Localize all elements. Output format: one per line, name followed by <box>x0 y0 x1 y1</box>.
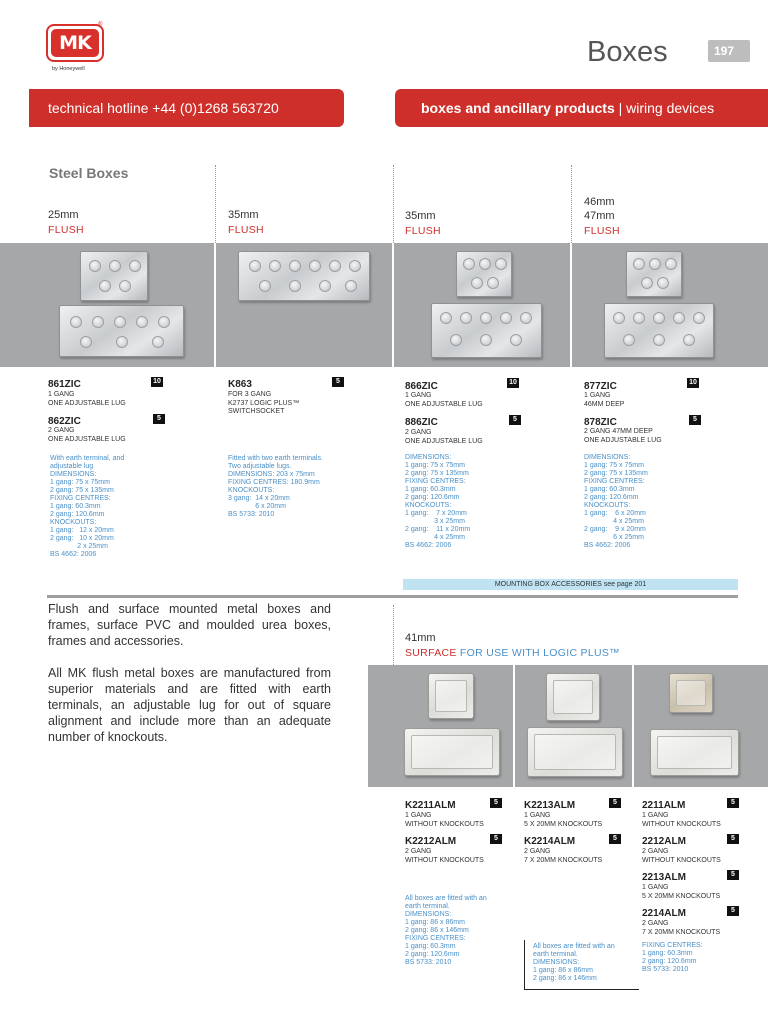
pack-quantity-badge: 5 <box>727 870 739 880</box>
mould-box-2-gang-image <box>650 729 739 776</box>
steel-box-2-gang-image <box>604 303 714 358</box>
technical-specifications: All boxes are fitted with an earth terminal. DIMENSIONS: 1 gang: 86 x 86mm 2 gang: 86 x 146mm FIXING CENTRES: 1 gang: 60.3mm 2 gang: 120.6mm BS 5733: 2010 <box>405 895 487 966</box>
product-code: 866ZIC <box>405 381 438 392</box>
column-size: 35mm <box>228 209 259 221</box>
product-code: K2211ALM <box>405 800 456 811</box>
band-divider <box>513 665 515 787</box>
pack-quantity-badge: 10 <box>687 378 699 388</box>
surface-type <box>405 647 620 659</box>
technical-specifications: All boxes are fitted with an earth terminal. DIMENSIONS: 1 gang: 86 x 86mm 2 gang: 86 x 146mm <box>533 943 615 982</box>
surface-box-2-gang-knockouts-image <box>527 727 623 777</box>
column-size: 35mm <box>405 210 436 222</box>
section-bold: boxes and ancillary products <box>421 100 615 116</box>
product-code: 886ZIC <box>405 417 438 428</box>
surface-box-2-gang-image <box>404 728 500 776</box>
product-code: 2212ALM <box>642 836 686 847</box>
pack-quantity-badge: 5 <box>609 834 621 844</box>
pack-quantity-badge: 5 <box>509 415 521 425</box>
surface-box-1-gang-knockouts-image <box>546 673 600 721</box>
steel-box-2-gang-image <box>59 305 184 357</box>
product-description: 2 GANG 47MM DEEP ONE ADJUSTABLE LUG <box>584 428 662 444</box>
section-divider <box>47 595 738 598</box>
product-description: FOR 3 GANG K2737 LOGIC PLUS™ SWITCHSOCKET <box>228 391 300 415</box>
section-separator: | <box>614 100 627 116</box>
column-size-secondary: 47mm <box>584 210 615 222</box>
pack-quantity-badge: 5 <box>727 906 739 916</box>
column-type: FLUSH <box>228 224 264 236</box>
steel-box-3-gang-image <box>238 251 370 301</box>
product-code: 862ZIC <box>48 416 81 427</box>
section-banner <box>395 89 768 127</box>
product-description: 2 GANG WITHOUT KNOCKOUTS <box>642 848 721 864</box>
product-code: K2212ALM <box>405 836 457 847</box>
column-type: FLUSH <box>48 224 84 236</box>
product-description: 1 GANG WITHOUT KNOCKOUTS <box>642 812 721 828</box>
band-divider <box>570 243 572 367</box>
steel-box-1-gang-image <box>456 251 512 297</box>
surface-type-red: SURFACE <box>405 647 457 659</box>
column-size: 46mm <box>584 196 615 208</box>
logo-text: MK <box>51 29 99 57</box>
mould-box-1-gang-image <box>669 673 713 713</box>
product-code: 861ZIC <box>48 379 81 390</box>
band-divider <box>392 243 394 367</box>
pack-quantity-badge: 5 <box>609 798 621 808</box>
product-description: 1 GANG 5 X 20MM KNOCKOUTS <box>642 884 721 900</box>
pack-quantity-badge: 10 <box>507 378 519 388</box>
pack-quantity-badge: 10 <box>151 377 163 387</box>
section-rest: wiring devices <box>626 100 715 116</box>
pack-quantity-badge: 5 <box>332 377 344 387</box>
logo-subtitle: by Honeywell <box>52 66 85 72</box>
column-divider <box>393 165 394 243</box>
product-description: 1 GANG 46MM DEEP <box>584 392 625 408</box>
pack-quantity-badge: 5 <box>153 414 165 424</box>
product-description: 2 GANG 7 X 20MM KNOCKOUTS <box>642 920 721 936</box>
product-code: 877ZIC <box>584 381 617 392</box>
product-description: 2 GANG ONE ADJUSTABLE LUG <box>405 429 483 445</box>
page-number: 197 <box>708 40 750 62</box>
steel-box-1-gang-image <box>80 251 148 301</box>
column-divider <box>393 605 394 665</box>
product-description: 2 GANG 7 X 20MM KNOCKOUTS <box>524 848 603 864</box>
product-description: 1 GANG WITHOUT KNOCKOUTS <box>405 812 484 828</box>
technical-specifications: DIMENSIONS: 1 gang: 75 x 75mm 2 gang: 75 x 135mm FIXING CENTRES: 1 gang: 60.3mm 2 gang: 120.6mm KNOCKOUTS: 1 gang: 6 x 20mm 4 x 25mm 2 gang: 9 x 20mm 6 x 25mm BS 4662: 2006 <box>584 454 648 549</box>
column-size: 25mm <box>48 209 79 221</box>
page-title: Boxes <box>587 36 668 68</box>
column-divider <box>571 165 572 243</box>
product-code: 2214ALM <box>642 908 686 919</box>
technical-specifications: With earth terminal, and adjustable lug DIMENSIONS: 1 gang: 75 x 75mm 2 gang: 75 x 135mm FIXING CENTRES: 1 gang: 60.3mm 2 gang: 120.6mm KNOCKOUTS: 1 gang: 12 x 20mm 2 gang: 10 x 20mm 2 x 25mm BS 4662: 2006 <box>50 455 125 558</box>
accessories-reference[interactable]: MOUNTING BOX ACCESSORIES see page 201 <box>403 579 738 590</box>
surface-box-1-gang-image <box>428 673 474 719</box>
band-divider <box>214 243 216 367</box>
product-description: 1 GANG ONE ADJUSTABLE LUG <box>405 392 483 408</box>
product-description: 2 GANG WITHOUT KNOCKOUTS <box>405 848 484 864</box>
technical-specifications: Fitted with two earth terminals. Two adjustable lugs. DIMENSIONS: 203 x 75mm FIXING CENTRES: 180.9mm KNOCKOUTS: 3 gang: 14 x 20mm 6 x 20mm BS 5733: 2010 <box>228 455 323 518</box>
steel-box-2-gang-image <box>431 303 542 358</box>
surface-type-blue: FOR USE WITH LOGIC PLUS™ <box>459 647 620 659</box>
column-type: FLUSH <box>584 225 620 237</box>
column-divider <box>215 165 216 243</box>
pack-quantity-badge: 5 <box>727 834 739 844</box>
surface-size: 41mm <box>405 632 436 644</box>
pack-quantity-badge: 5 <box>490 798 502 808</box>
technical-specifications: DIMENSIONS: 1 gang: 75 x 75mm 2 gang: 75 x 135mm FIXING CENTRES: 1 gang: 60.3mm 2 gang: 120.6mm KNOCKOUTS: 1 gang: 7 x 20mm 3 x 25mm 2 gang: 11 x 20mm 4 x 25mm BS 4662: 2006 <box>405 454 471 549</box>
product-code: 2211ALM <box>642 800 686 811</box>
product-code: 878ZIC <box>584 417 617 428</box>
pack-quantity-badge: 5 <box>490 834 502 844</box>
pack-quantity-badge: 5 <box>689 415 701 425</box>
column-type: FLUSH <box>405 225 441 237</box>
registered-mark: ® <box>98 22 103 28</box>
product-description: 1 GANG 5 X 20MM KNOCKOUTS <box>524 812 603 828</box>
product-description: 1 GANG ONE ADJUSTABLE LUG <box>48 391 126 407</box>
mk-logo <box>46 24 104 62</box>
intro-paragraph: All MK flush metal boxes are manufactured from superior materials and are fitted with earth terminals, an adjustable lug for out of square alignment and include more than an adequate number of knockouts. <box>48 666 331 744</box>
steel-box-1-gang-image <box>626 251 682 297</box>
band-divider <box>632 665 634 787</box>
product-code: K863 <box>228 379 252 390</box>
section-title-steel-boxes: Steel Boxes <box>49 165 129 181</box>
product-code: K2213ALM <box>524 800 576 811</box>
product-code: K2214ALM <box>524 836 576 847</box>
pack-quantity-badge: 5 <box>727 798 739 808</box>
hotline-banner: technical hotline +44 (0)1268 563720 <box>29 89 344 127</box>
technical-specifications: FIXING CENTRES: 1 gang: 60.3mm 2 gang: 120.6mm BS 5733: 2010 <box>642 942 703 973</box>
product-code: 2213ALM <box>642 872 686 883</box>
intro-paragraph: Flush and surface mounted metal boxes and frames, surface PVC and moulded urea boxes, frames and accessories. <box>48 602 331 648</box>
product-description: 2 GANG ONE ADJUSTABLE LUG <box>48 427 126 443</box>
